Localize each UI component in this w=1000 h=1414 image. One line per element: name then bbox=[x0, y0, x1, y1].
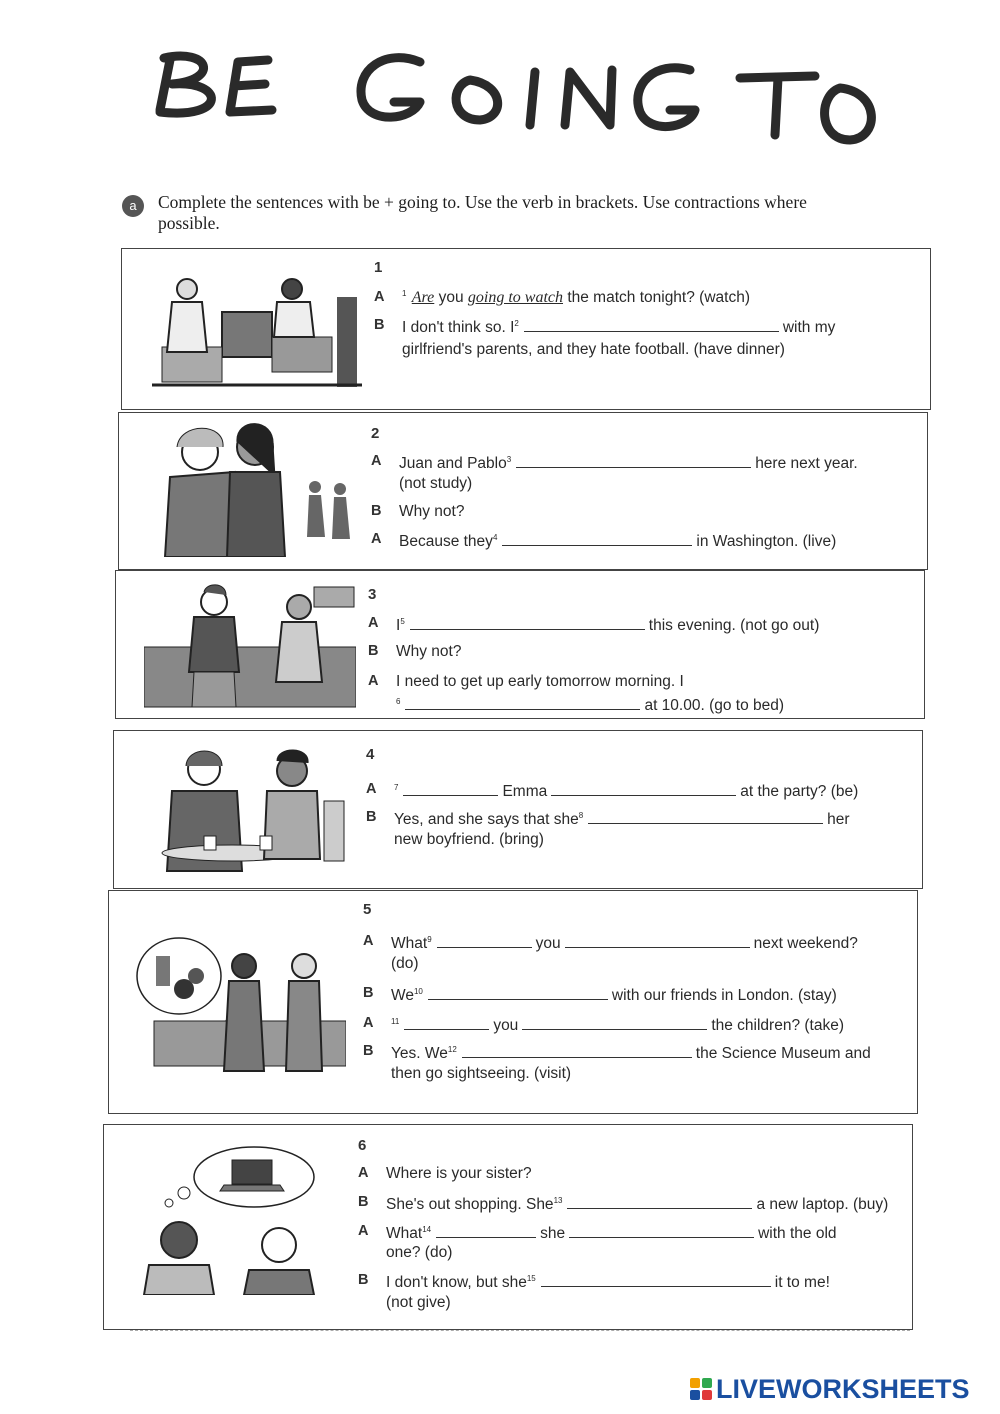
dialogue-line bbox=[396, 695, 784, 715]
speaker-label: A bbox=[358, 1223, 369, 1239]
answer-blank[interactable] bbox=[567, 1194, 752, 1209]
line-text: the match tonight? (watch) bbox=[567, 289, 750, 306]
line-text: you bbox=[535, 935, 561, 952]
footnote-marker: 6 bbox=[396, 697, 401, 706]
speaker-label: B bbox=[368, 643, 379, 659]
speaker-label: B bbox=[366, 809, 377, 825]
line-text: next weekend? bbox=[753, 935, 858, 952]
footnote-marker: 15 bbox=[526, 1274, 536, 1283]
dialogue-line bbox=[386, 1294, 451, 1312]
logo-text: LIVEWORKSHEETS bbox=[716, 1373, 970, 1404]
line-text: She's out shopping. She bbox=[386, 1196, 554, 1213]
answer-blank[interactable] bbox=[516, 453, 751, 468]
exercise-box-5 bbox=[108, 890, 918, 1114]
footnote-marker: 11 bbox=[391, 1017, 400, 1026]
line-text: you bbox=[438, 289, 464, 306]
dialogue-line bbox=[394, 831, 544, 849]
line-text: girlfriend's parents, and they hate football. (have dinner) bbox=[402, 341, 785, 358]
speaker-label: B bbox=[371, 503, 382, 519]
line-text: Where is your sister? bbox=[386, 1165, 532, 1182]
cafe-illustration bbox=[142, 741, 354, 876]
dialogue-line bbox=[391, 1015, 844, 1035]
line-text: What bbox=[386, 1225, 423, 1242]
line-text: one? (do) bbox=[386, 1244, 453, 1261]
speaker-label: A bbox=[371, 531, 382, 547]
exercise-number: 2 bbox=[371, 425, 380, 442]
dialogue-line bbox=[396, 643, 461, 661]
liveworksheets-logo bbox=[690, 1372, 970, 1406]
line-text: (not give) bbox=[386, 1294, 451, 1311]
line-text: Yes. We bbox=[391, 1045, 448, 1062]
exercise-number: 4 bbox=[366, 746, 375, 763]
footnote-marker: 1 bbox=[402, 289, 407, 298]
speaker-label: B bbox=[358, 1272, 369, 1288]
line-text: here next year. bbox=[755, 455, 858, 472]
line-text: Why not? bbox=[396, 643, 462, 660]
speaker-label: A bbox=[368, 615, 379, 631]
dialogue-line bbox=[386, 1244, 452, 1262]
line-text: (not study) bbox=[399, 475, 473, 492]
instruction-text: Complete the sentences with be + going to. Use the verb in brackets. Use contractions where possible. bbox=[158, 192, 807, 233]
line-text: at 10.00. (go to bed) bbox=[644, 697, 785, 714]
speaker-label: A bbox=[366, 781, 377, 797]
answer-blank[interactable] bbox=[462, 1043, 692, 1058]
dialogue-line bbox=[394, 809, 850, 829]
dialogue-line bbox=[396, 673, 684, 691]
exercise-number: 6 bbox=[358, 1137, 367, 1154]
answer-blank[interactable] bbox=[524, 317, 779, 332]
answer-blank[interactable] bbox=[437, 933, 532, 948]
example-answer: Are bbox=[411, 289, 435, 306]
footnote-marker: 14 bbox=[422, 1225, 432, 1234]
line-text: new boyfriend. (bring) bbox=[394, 831, 544, 848]
line-text: Emma bbox=[502, 783, 548, 800]
line-text: I don't think so. I bbox=[402, 319, 515, 336]
line-text: Why not? bbox=[399, 503, 465, 520]
line-text: she bbox=[540, 1225, 566, 1242]
answer-blank[interactable] bbox=[436, 1223, 536, 1238]
line-text: then go sightseeing. (visit) bbox=[391, 1065, 572, 1082]
answer-blank[interactable] bbox=[565, 933, 750, 948]
dialogue-line bbox=[386, 1194, 888, 1214]
speaker-label: B bbox=[363, 1043, 374, 1059]
instruction bbox=[122, 192, 862, 233]
dialogue-line bbox=[391, 955, 419, 973]
line-text: We bbox=[391, 987, 414, 1004]
students-illustration bbox=[155, 417, 360, 557]
answer-blank[interactable] bbox=[502, 531, 692, 546]
footnote-marker: 9 bbox=[427, 935, 432, 944]
page-title bbox=[150, 40, 890, 150]
speaker-label: A bbox=[358, 1165, 369, 1181]
office-workers-illustration bbox=[152, 267, 362, 392]
line-text: with my bbox=[782, 319, 836, 336]
example-answer: going to watch bbox=[467, 289, 564, 306]
line-text: in Washington. (live) bbox=[696, 533, 837, 550]
exercise-badge: a bbox=[122, 195, 144, 217]
answer-blank[interactable] bbox=[588, 809, 823, 824]
dialogue-line bbox=[391, 1043, 871, 1063]
answer-blank[interactable] bbox=[569, 1223, 754, 1238]
exercise-box-4 bbox=[113, 730, 923, 889]
dialogue-line bbox=[399, 503, 464, 521]
footnote-marker: 4 bbox=[492, 533, 498, 542]
footnote-marker: 2 bbox=[514, 319, 519, 328]
line-text: the Science Museum and bbox=[695, 1045, 871, 1062]
line-text: I bbox=[396, 617, 401, 634]
answer-blank[interactable] bbox=[403, 781, 498, 796]
line-text: Yes, and she says that she bbox=[394, 811, 579, 828]
line-text: you bbox=[493, 1017, 519, 1034]
dialogue-line bbox=[386, 1165, 532, 1183]
dialogue-line bbox=[386, 1272, 830, 1292]
line-text: at the party? (be) bbox=[740, 783, 859, 800]
speaker-label: A bbox=[371, 453, 382, 469]
answer-blank[interactable] bbox=[405, 695, 640, 710]
exercise-box-2 bbox=[118, 412, 928, 570]
dialogue-line bbox=[386, 1223, 837, 1243]
line-text: with our friends in London. (stay) bbox=[611, 987, 837, 1004]
speaker-label: B bbox=[363, 985, 374, 1001]
line-text: her bbox=[827, 811, 850, 828]
exercise-box-1 bbox=[121, 248, 931, 410]
line-text: Because they bbox=[399, 533, 493, 550]
footnote-marker: 12 bbox=[447, 1045, 457, 1054]
travel-plans-illustration bbox=[134, 931, 346, 1081]
answer-blank[interactable] bbox=[541, 1272, 771, 1287]
handwritten-title bbox=[150, 40, 890, 150]
speaker-label: B bbox=[358, 1194, 369, 1210]
laptop-thought-illustration bbox=[124, 1145, 336, 1295]
speaker-label: A bbox=[374, 289, 385, 305]
dialogue-line bbox=[402, 341, 785, 359]
kitchen-illustration bbox=[144, 577, 356, 712]
answer-blank[interactable] bbox=[551, 781, 736, 796]
footnote-marker: 3 bbox=[506, 455, 512, 464]
dialogue-line bbox=[391, 985, 837, 1005]
line-text: (do) bbox=[391, 955, 419, 972]
exercise-number: 3 bbox=[368, 586, 377, 603]
footnote-marker: 13 bbox=[553, 1196, 563, 1205]
line-text: the children? (take) bbox=[711, 1017, 844, 1034]
speaker-label: A bbox=[363, 1015, 374, 1031]
liveworksheets-icon bbox=[690, 1378, 712, 1400]
line-text: a new laptop. (buy) bbox=[756, 1196, 889, 1213]
line-text: What bbox=[391, 935, 428, 952]
exercise-number: 5 bbox=[363, 901, 372, 918]
dialogue-line bbox=[391, 933, 858, 953]
footnote-marker: 8 bbox=[578, 811, 584, 820]
speaker-label: B bbox=[374, 317, 385, 333]
dialogue-line bbox=[394, 781, 858, 801]
dialogue-line bbox=[399, 475, 472, 493]
answer-blank[interactable] bbox=[428, 985, 608, 1000]
line-text: with the old bbox=[758, 1225, 837, 1242]
answer-blank[interactable] bbox=[522, 1015, 707, 1030]
dialogue-line bbox=[399, 531, 836, 551]
exercise-number: 1 bbox=[374, 259, 383, 276]
exercise-box-3 bbox=[115, 570, 925, 719]
speaker-label: A bbox=[363, 933, 374, 949]
dialogue-line bbox=[402, 289, 750, 307]
answer-blank[interactable] bbox=[404, 1015, 489, 1030]
dialogue-line bbox=[402, 317, 835, 337]
page-divider bbox=[130, 1330, 910, 1331]
footnote-marker: 7 bbox=[394, 783, 399, 792]
dialogue-line bbox=[391, 1065, 571, 1083]
exercise-box-6 bbox=[103, 1124, 913, 1330]
speaker-label: A bbox=[368, 673, 379, 689]
answer-blank[interactable] bbox=[410, 615, 645, 630]
footnote-marker: 10 bbox=[413, 987, 423, 996]
dialogue-line bbox=[396, 615, 819, 635]
line-text: I don't know, but she bbox=[386, 1274, 527, 1291]
dialogue-line bbox=[399, 453, 858, 473]
line-text: this evening. (not go out) bbox=[648, 617, 820, 634]
line-text: Juan and Pablo bbox=[399, 455, 507, 472]
line-text: I need to get up early tomorrow morning. I bbox=[396, 673, 684, 690]
footnote-marker: 5 bbox=[400, 617, 405, 626]
line-text: it to me! bbox=[774, 1274, 830, 1291]
